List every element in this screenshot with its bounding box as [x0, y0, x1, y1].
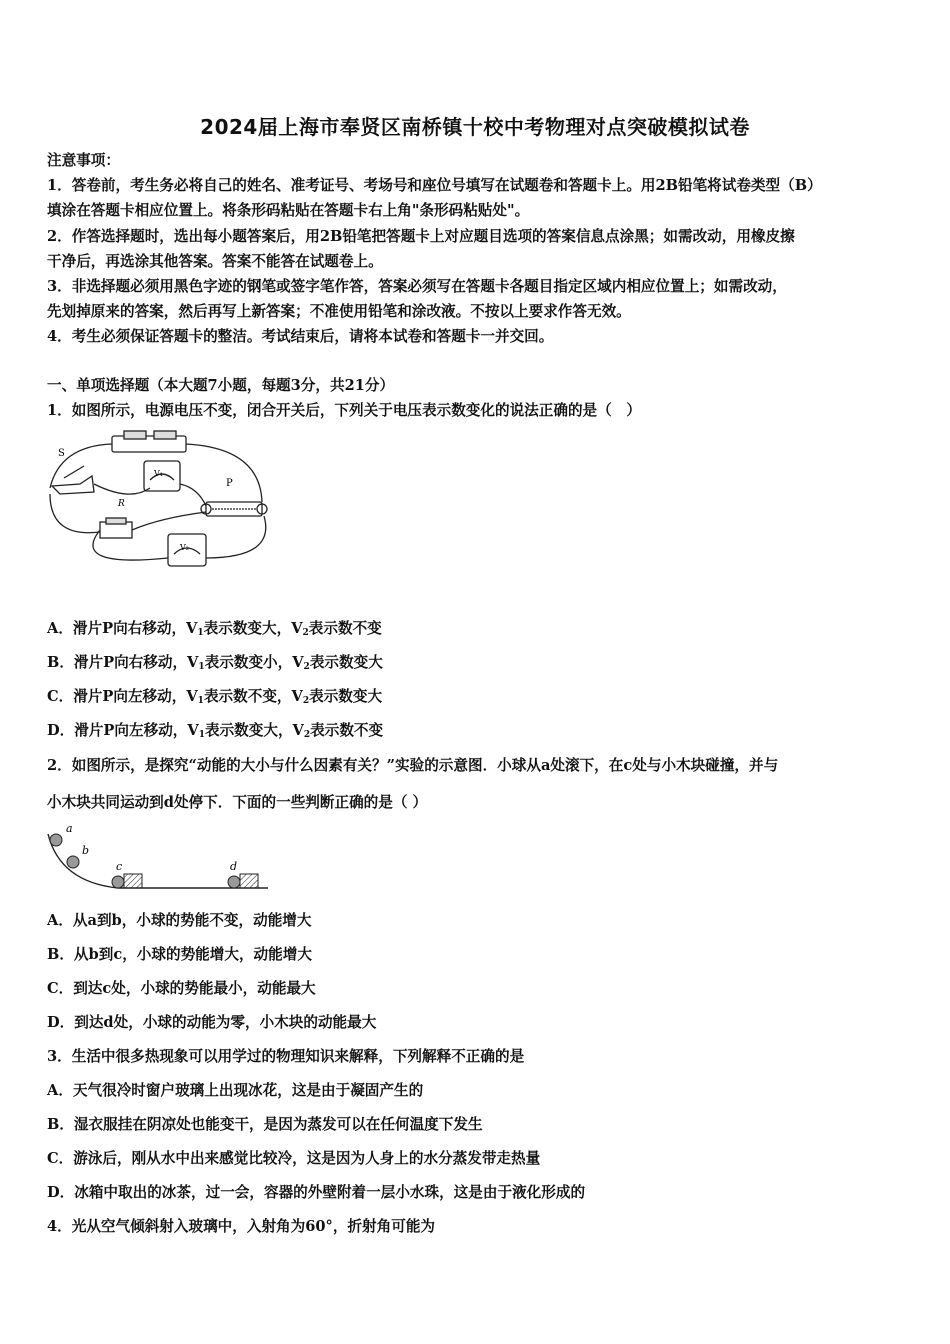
question-2-option: C．到达c处，小球的势能最小，动能最大 — [47, 980, 316, 997]
question-2-option: A．从a到b，小球的势能不变，动能增大 — [47, 912, 312, 929]
question-1-option: D．滑片P向左移动，$V_1$表示数变大，$V_2$表示数不变 — [47, 722, 384, 740]
fig-label-v2: V₂ — [180, 543, 189, 552]
notice-line: 3．非选择题必须用黑色字迹的钢笔或签字笔作答，答案必须写在答题卡各题目指定区域内相应位置上；如需改动， — [47, 278, 787, 295]
notice-line: 4．考生必须保证答题卡的整洁。考试结束后，请将本试卷和答题卡一并交回。 — [47, 328, 554, 345]
question-3-option: C．游泳后，刚从水中出来感觉比较冷，这是因为人身上的水分蒸发带走热量 — [47, 1150, 541, 1167]
question-2-option: D．到达d处，小球的动能为零，小木块的动能最大 — [47, 1014, 377, 1031]
notice-heading: 注意事项： — [47, 152, 120, 169]
fig-label-a: a — [66, 822, 73, 835]
question-2-option: B．从b到c，小球的势能增大，动能增大 — [47, 946, 312, 963]
page-title: 2024届上海市奉贤区南桥镇十校中考物理对点突破模拟试卷 — [200, 115, 750, 139]
notice-line: 先划掉原来的答案，然后再写上新答案；不准使用铅笔和涂改液。不按以上要求作答无效。 — [47, 303, 631, 320]
fig-label-s: S — [58, 448, 65, 459]
notice-line: 填涂在答题卡相应位置上。将条形码粘贴在答题卡右上角"条形码粘贴处"。 — [47, 202, 530, 219]
ball-b — [67, 856, 79, 868]
circuit-figure — [40, 428, 280, 590]
block-d — [240, 874, 258, 888]
fig-label-r: R — [118, 499, 125, 509]
ramp-figure — [40, 820, 275, 894]
notice-line: 干净后，再选涂其他答案。答案不能答在试题卷上。 — [47, 253, 383, 270]
section-heading: 一、单项选择题（本大题7小题，每题3分，共21分） — [47, 377, 395, 394]
question-1-stem: 1．如图所示，电源电压不变，闭合开关后，下列关于电压表示数变化的说法正确的是（ ） — [47, 402, 641, 419]
question-1-option: B．滑片P向右移动，$V_1$表示数变小，$V_2$表示数变大 — [47, 654, 383, 672]
notice-line: 1．答卷前，考生务必将自己的姓名、准考证号、考场号和座位号填写在试题卷和答题卡上。用2B铅笔将试卷类型（B） — [47, 177, 822, 194]
ball-a — [50, 834, 62, 846]
question-4-stem: 4．光从空气倾斜射入玻璃中，入射角为60°，折射角可能为 — [47, 1218, 436, 1235]
notice-line: 2．作答选择题时，选出每小题答案后，用2B铅笔把答题卡上对应题目选项的答案信息点涂黑；如需改动，用橡皮擦 — [47, 228, 795, 245]
fig-label-p: P — [226, 478, 233, 489]
question-1-option: C．滑片P向左移动，$V_1$表示数不变，$V_2$表示数变大 — [47, 688, 383, 706]
question-2-stem: 小木块共同运动到d处停下．下面的一些判断正确的是（ ） — [47, 794, 428, 811]
fig-label-d: d — [230, 860, 238, 873]
question-3-option: D．冰箱中取出的冰茶，过一会，容器的外壁附着一层小水珠，这是由于液化形成的 — [47, 1184, 586, 1201]
fig-label-c: c — [116, 860, 123, 873]
question-3-stem: 3．生活中很多热现象可以用学过的物理知识来解释，下列解释不正确的是 — [47, 1048, 525, 1065]
question-2-stem: 2．如图所示，是探究“动能的大小与什么因素有关？”实验的示意图．小球从a处滚下，在c处与小木块碰撞，并与 — [47, 757, 779, 774]
fig-label-b: b — [82, 844, 90, 857]
block-c — [124, 874, 142, 888]
question-3-option: B．湿衣服挂在阴凉处也能变干，是因为蒸发可以在任何温度下发生 — [47, 1116, 483, 1133]
ball-c — [112, 876, 124, 888]
fig-label-v1: V₁ — [154, 469, 163, 478]
question-1-option: A．滑片P向右移动，$V_1$表示数变大，$V_2$表示数不变 — [47, 620, 382, 638]
ball-d — [228, 876, 240, 888]
question-3-option: A．天气很冷时窗户玻璃上出现冰花，这是由于凝固产生的 — [47, 1082, 424, 1099]
